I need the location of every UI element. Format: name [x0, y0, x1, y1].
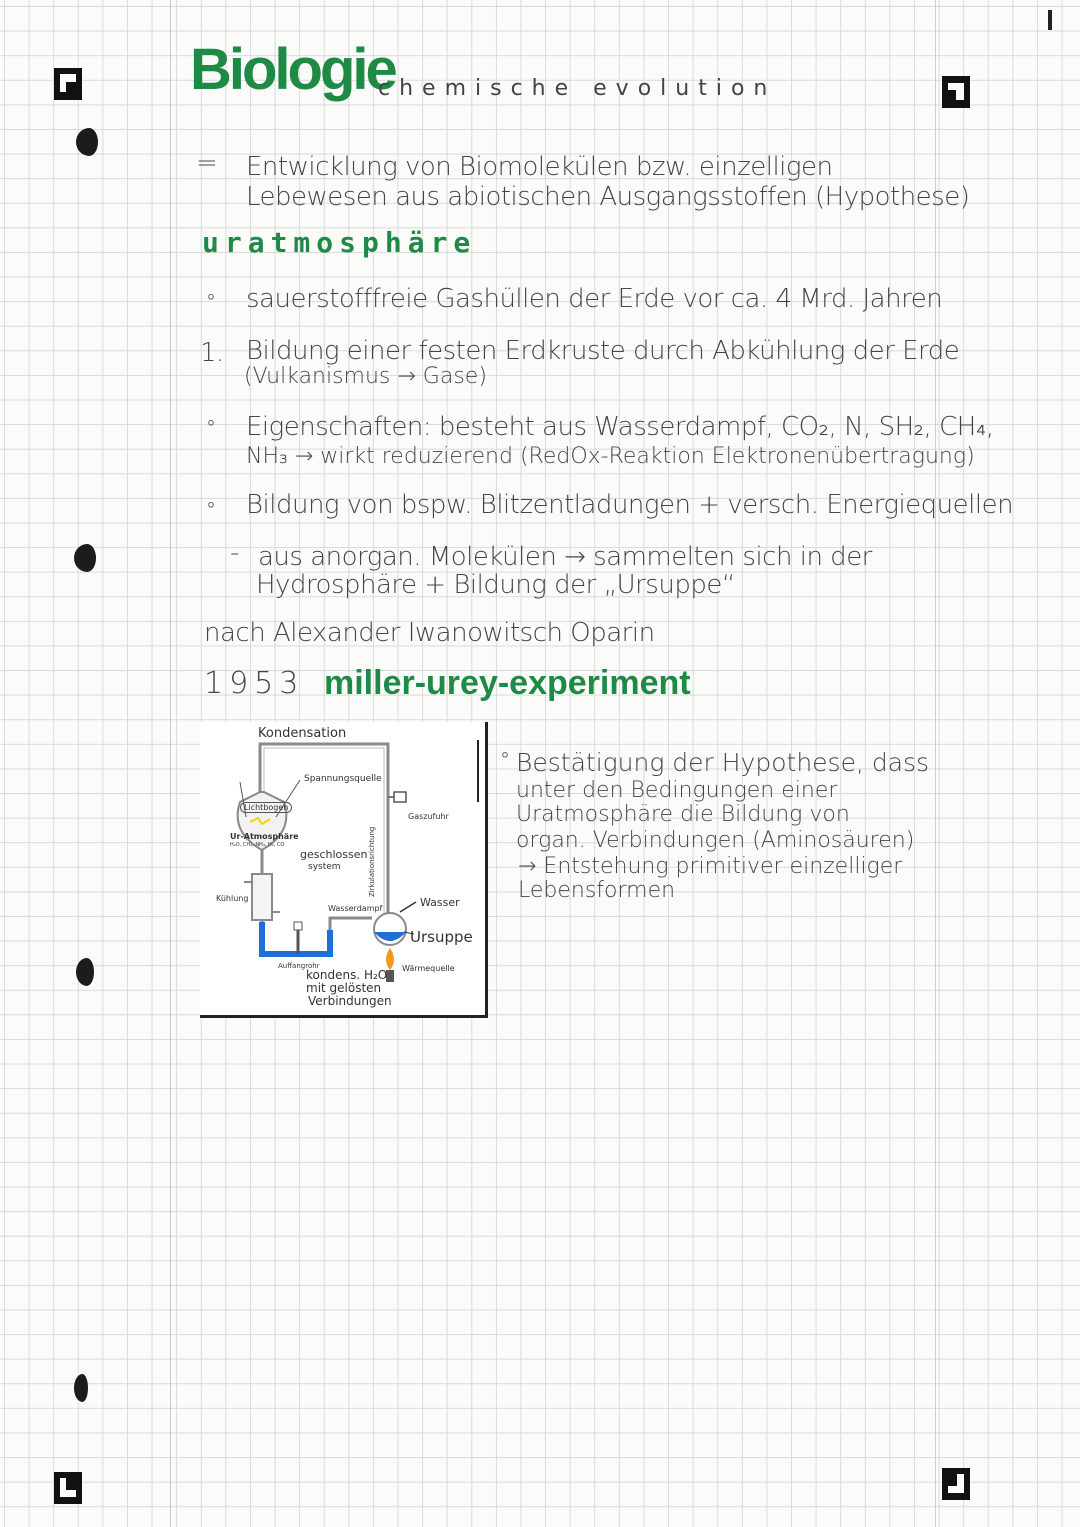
miller-urey-diagram	[200, 722, 488, 1018]
note-line: Bestätigung der Hypothese, dass	[516, 748, 930, 777]
item-molekuele: aus anorgan. Molekülen → sammelten sich in der	[258, 542, 872, 572]
punch-hole	[76, 958, 94, 986]
note-line: → Entstehung primitiver einzelliger	[518, 854, 903, 879]
bullet-marker: °	[206, 416, 216, 440]
item-blitzentladungen: Bildung von bspw. Blitzentladungen + versch. Energiequellen	[246, 490, 1014, 520]
item-eigenschaften-sub: NH₃ → wirkt reduzierend (RedOx-Reaktion Elektronenübertragung)	[246, 444, 975, 469]
label-lichtbogen: Lichtbogen	[240, 802, 292, 813]
item-molekuele-sub: Hydrosphäre + Bildung der „Ursuppe“	[256, 570, 735, 600]
label-kondens-1: kondens. H₂O	[306, 968, 388, 982]
label-waermequelle: Wärmequelle	[402, 964, 455, 973]
bullet-marker: °	[206, 290, 216, 314]
dash-marker: -	[230, 538, 239, 568]
label-kondensation: Kondensation	[258, 726, 347, 741]
corner-marker-bottom-left	[54, 1472, 82, 1504]
page-title: Biologie	[190, 37, 395, 102]
right-margin-line	[935, 0, 936, 1527]
label-auffangrohr: Auffangrohr	[278, 962, 320, 970]
note-bullet: °	[500, 748, 510, 772]
label-gaszufuhr: Gaszufuhr	[408, 812, 449, 821]
note-line: Uratmosphäre die Bildung von	[516, 802, 850, 827]
label-kondens-3: Verbindungen	[308, 994, 392, 1008]
item-eigenschaften: Eigenschaften: besteht aus Wasserdampf, CO₂, N, SH₂, CH₄,	[246, 412, 994, 442]
label-kuehlung: Kühlung	[216, 894, 249, 903]
label-spannungsquelle: Spannungsquelle	[304, 774, 382, 784]
label-zirkulationsrichtung: Zirkulationsrichtung	[368, 826, 376, 897]
margin-line	[170, 0, 171, 1527]
label-wasser: Wasser	[420, 896, 460, 909]
definition-symbol: =	[196, 148, 218, 178]
note-divider	[477, 740, 479, 802]
label-wasserdampf: Wasserdampf	[328, 904, 383, 913]
corner-marker-top-left	[54, 68, 82, 100]
label-geschlossen: geschlossen	[300, 848, 368, 861]
section-heading-uratmosphaere: uratmosphäre	[202, 226, 477, 259]
punch-hole	[74, 1374, 88, 1402]
note-line: organ. Verbindungen (Aminosäuren)	[516, 828, 915, 853]
experiment-year: 1953	[204, 666, 305, 701]
note-line: unter den Bedingungen einer	[516, 778, 838, 803]
corner-marker-bottom-right	[942, 1468, 970, 1500]
label-uratmosphaere-sub: H₂O, CH₄, NH₃, H₂, CO	[230, 842, 285, 848]
label-ursuppe: Ursuppe	[410, 928, 473, 946]
section-heading-miller-urey: miller-urey-experiment	[324, 664, 691, 702]
punch-hole	[74, 544, 96, 572]
note-line: Lebensformen	[518, 878, 676, 903]
page-subtitle: chemische evolution	[378, 76, 777, 101]
number-marker: 1.	[200, 338, 224, 368]
item-erdkruste-sub: (Vulkanismus → Gase)	[244, 364, 487, 389]
corner-marker-top-right	[942, 76, 970, 108]
definition-line-1: Entwicklung von Biomolekülen bzw. einzelligen	[246, 152, 833, 182]
item-sauerstofffrei: sauerstofffreie Gashüllen der Erde vor ca. 4 Mrd. Jahren	[246, 284, 943, 314]
item-erdkruste: Bildung einer festen Erdkruste durch Abkühlung der Erde	[246, 336, 960, 366]
label-uratmosphaere: Ur-Atmosphäre	[230, 832, 299, 841]
label-geschlossen-sub: system	[308, 862, 341, 872]
punch-hole	[76, 128, 98, 156]
bullet-marker: °	[206, 498, 216, 522]
attribution-oparin: nach Alexander Iwanowitsch Oparin	[204, 618, 655, 648]
scan-mark	[1048, 10, 1052, 30]
definition-line-2: Lebewesen aus abiotischen Ausgangsstoffen (Hypothese)	[246, 182, 970, 212]
label-kondens-2: mit gelösten	[306, 981, 382, 995]
